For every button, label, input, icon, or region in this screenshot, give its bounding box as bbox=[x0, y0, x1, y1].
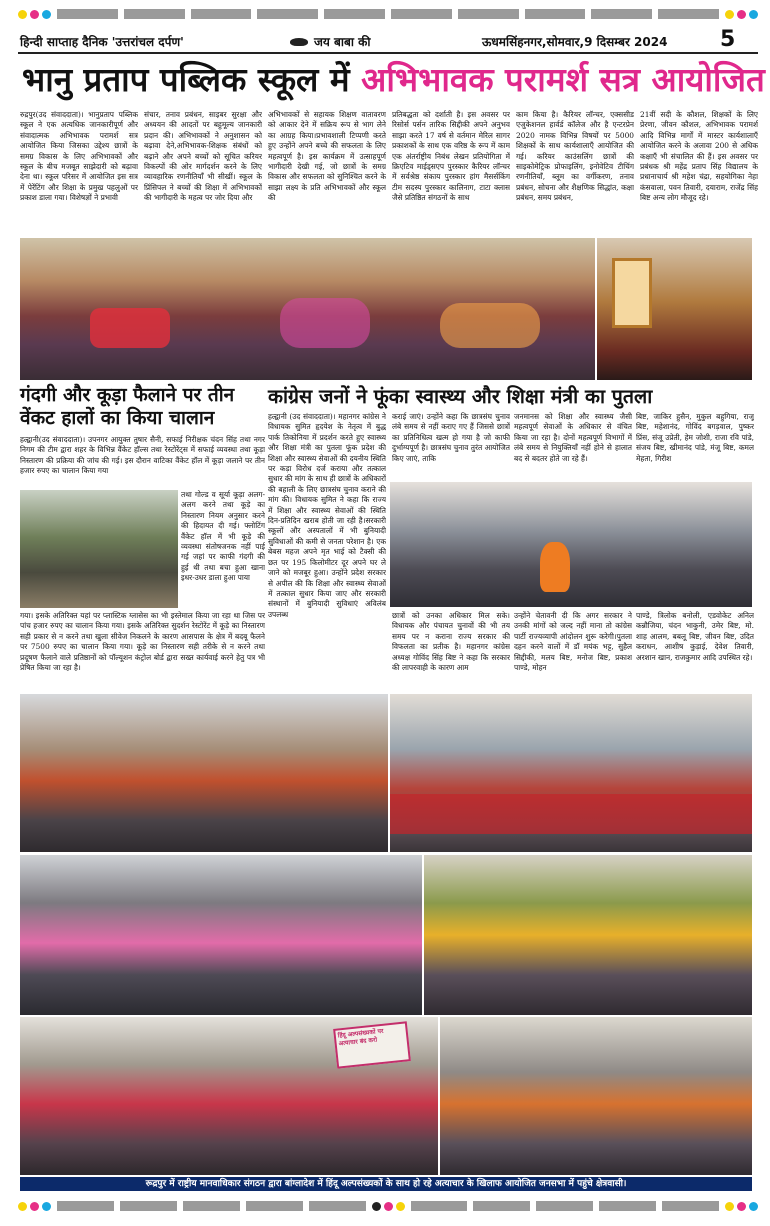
ceremony-photo bbox=[597, 238, 752, 380]
article3-col-1: हल्द्वानी (उद संवाददाता)। महानगर कांग्रेस ने विधायक सुमित हृदयेश के नेतृत्व में बुद्ध पार्क तिकोनिया में प्रदर्शन करते हुए स्वास्थ्य और शिक्षा मंत्री का पुतला फूंक प्रदेश की शिक्षा और स्वास्थ्य सेवाओं की दयनीय स्थिति पर कड़ा विरोध दर्ज कराया और तत्काल सुधार की मांग के साथ ही छात्रों के अधिकारों की बहाली के लिए छात्रसंघ चुनाव कराने की मांग की। विधायक सुमित ने कहा कि राज्य में शिक्षा और स्वास्थ्य सेवाओं की स्थिति दिन-प्रतिदिन खराब होती जा रही है।सरकारी स्कूलों और अस्पतालों में भी बुनियादी सुविधाओं की कमी से जनता परेशान है। एक बेबस महज अपने मृत भाई को टैक्सी की छत पर 195 किलोमीटर दूर अपने घर ले जाने को मजबूर हुआ। उन्होंने प्रदेश सरकार से अपील की कि शिक्षा और स्वास्थ्य सेवाओं में तत्काल सुधार किया जाए और सरकारी संस्थानों में बुनियादी सुविधाएं अविलंब उपलब्ध bbox=[268, 412, 386, 619]
inspection-photo bbox=[20, 490, 178, 608]
article3-col-3: जनमानस को शिक्षा और स्वास्थ्य जैसी महत्वपूर्ण सेवाओं के अधिकार से वंचित किया जा रहा है। दोनों महत्वपूर्ण विभागों में लंबे समय से नियुक्तियाँ नहीं होने से हालात बद से बदतर होते जा रहे हैं। bbox=[514, 412, 632, 463]
photo-caption: रूद्रपुर में राष्ट्रीय मानवाधिकार संगठन द्वारा बांग्लादेश में हिंदू अल्पसंख्यकों के साथ हो रहे अत्याचार के खिलाफ आयोजित जनसभा में पहुंचे क्षेत्रवासी। bbox=[20, 1177, 752, 1191]
bottom-decor-bar bbox=[18, 1200, 758, 1212]
top-decor-bar bbox=[18, 8, 758, 20]
article3-col-2: कराई जाएं। उन्होंने कहा कि छात्रसंघ चुनाव लंबे समय से नहीं कराए गए हैं जिससे छात्रों का प्रतिनिधित्व खत्म हो गया है जो काफी दुर्भाग्यपूर्ण है। छात्रसंघ चुनाव तुरंत आयोजित किए जाएं, ताकि bbox=[392, 412, 510, 463]
article3-col-6: उन्होंने चेतावनी दी कि अगर सरकार ने उनकी मांगों को जल्द नहीं माना तो कांग्रेस पार्टी राज्यव्यापी आंदोलन शुरू करेगी।पुतला दहन करने वालों में डॉ मयंक भट्ट, सुहैल सिद्दीकी, मलय बिष्ट, मनोज बिष्ट, प्रकाश पाण्डे, मोहन bbox=[514, 611, 632, 673]
header-rule bbox=[18, 52, 758, 54]
article1-col-1: रुद्रपुर(उद संवाददाता)। भानुप्रताप पब्लिक स्कूल ने एक अत्यधिक जानकारीपूर्ण और संवादात्मक अभिभावक परामर्श सत्र आयोजित किया जिसका उद्देश्य छात्रों के समग्र विकास के लिए अभिभावकों और स्कूल के बीच मजबूत साझेदारी को बढ़ावा देना था। स्कूल परिसर में आयोजित इस सत्र में पेरेंटिंग और शिक्षा के प्रमुख पहलुओं पर प्रकाश डाला गया। विशेषज्ञों ने प्रभावी bbox=[20, 110, 138, 203]
school-event-photo bbox=[20, 238, 595, 380]
article2-headline-line2: वेंकट हालों का किया चालान bbox=[20, 407, 215, 429]
masthead-center-text: जय बाबा की bbox=[314, 35, 371, 49]
article1-headline-black: भानु प्रताप पब्लिक स्कूल में bbox=[22, 60, 350, 99]
article3-col-5: छात्रों को उनका अधिकार मिल सके।विधायक और पंचायत चुनावों की भी तय समय पर न कराना राज्य सरकार की विफलता का प्रतीक है। महानगर कांग्रेस अध्यक्ष गोविंद सिंह बिष्ट ने कहा कि सरकार की लापरवाही के कारण आम bbox=[392, 611, 510, 673]
article2-headline-line1: गंदगी और कूड़ा फैलाने पर तीन bbox=[20, 384, 235, 406]
masthead-title: हिन्दी साप्ताह दैनिक 'उत्तरांचल दर्पण' bbox=[20, 35, 184, 49]
article1-headline bbox=[22, 60, 765, 100]
effigy-burning-photo bbox=[390, 482, 752, 607]
group-photo-2 bbox=[424, 855, 752, 1015]
article1-headline-colored: अभिभावक परामर्श सत्र आयोजित bbox=[361, 60, 765, 99]
lotus-icon bbox=[290, 38, 308, 46]
article1-col-6: 21वीं सदी के कौशल, शिक्षकों के लिए प्रेरणा, जीवन कौशल, अभिभावक परामर्श आदि विभिन्न मार्गों में मास्टर कार्यशालाएँ आयोजित करने के अलावा 200 से अधिक कक्षाएँ भी संचालित की हैं। इस अवसर पर प्रबंधक श्री महेंद्र प्रताप सिंह विद्यालय के प्रधानाचार्य श्री महेश चंद्रा, सहयोगिका नेहा कंसवाला, पवन तिवारी, दयाराम, राजेंद्र सिंह बिष्ट अन्य लोग मौजूद रहे। bbox=[640, 110, 758, 203]
article2-top: हल्द्वानी(उद संवाददाता)। उपनगर आयुक्त तुषार सैनी, सफाई निरीक्षक चंदन सिंह तथा नगर निगम की टीम द्वारा शहर के विभिन्न वैंकेट हॉल्स तथा रेस्टोरेंट्स में सफाई व्यवस्था तथा कूड़ा निस्तारण की प्रक्रिया की जांच की गई। इस दौरान वाटिका वैंकेट हॉल में कूड़ा जलाने पर तीन हजार रुपए का चालान किया गया bbox=[20, 435, 265, 476]
article3-col-7: पाण्डे, त्रिलोक बनोली, एडवोकेट अनिल कन्नौजिया, चंदन भाकुनी, उमेर बिष्ट, मो. शाह आलम, बबलू बिष्ट, जीवन बिष्ट, उदित कराधन, आशीष कुड़ाई, देवेश तिवारी, अरशान खान, राजकुमार आदि उपस्थित रहे। bbox=[636, 611, 754, 662]
article2-bottom: गया। इसके अतिरिक्त यहां पर प्लास्टिक ग्लासेस का भी इस्तेमाल किया जा रहा था जिस पर पांच हजार रुपए का चालान किया गया। इसके अतिरिक्त सुदर्शन रेस्टोरेंट में कूड़े का निस्तारण सही प्रकार से न करने तथा खुला सीवेज निकलने के कारण आसपास के क्षेत्र में बदबू फैलने पर 7500 रुपए का चालान किया गया। कूड़े का निस्तारण सही तरीके से न करने तथा प्रदूषण फैलाने वाले प्रतिष्ठानों को पॉल्यूशन कंट्रोल बोर्ड द्वारा सख्त कार्यवाई करने हेतु पत्र भी प्रेषित किया जा रहा है। bbox=[20, 611, 265, 673]
article1-col-5: काम किया है। कैरियर लॉन्चर, एक्ससीड एजुकेशनल हार्वर्ड कॉलेज और है एन्टरप्रेन 2020 नामक विभिन्न विषयों पर 5000 शिक्षकों के साथ कार्यशालाएँ आयोजित की गई। करियर काउंसलिंग छात्रों की साइकोमेट्रिक प्रोफाइलिंग, इनोवेटिव टीचिंग रणनीतियाँ, ब्लूम का वर्गीकरण, तनाव प्रबंधन, सोचना और शैक्षणिक सिद्धांत, कक्षा प्रबंधन, समय प्रबंधन, bbox=[516, 110, 634, 203]
crowd-with-banner-photo bbox=[20, 1017, 438, 1175]
article2-headline bbox=[20, 384, 234, 430]
rally-leaders-photo bbox=[20, 694, 388, 852]
page-number: 5 bbox=[720, 27, 736, 52]
dateline: ऊधमसिंहनगर,सोमवार,9 दिसम्बर 2024 bbox=[482, 35, 668, 49]
article2-side: तथा गोल्ड व सूर्या कूड़ा अलग-अलग करने तथा कूड़े का निस्तारण नियम अनुसार करने की हिदायत दी गई। फ्लोटिंग वैंकेट हॉल में भी कूड़े की व्यवस्था संतोषजनक नहीं पाई गई जहां पर काफी गंदगी की हुई थी तथा बचा हुआ खाना इधर-उधर डाला हुआ पाया bbox=[181, 490, 265, 583]
article3-headline: कांग्रेस जनों ने फूंका स्वास्थ्य और शिक्षा मंत्री का पुतला bbox=[268, 385, 653, 408]
protest-banner: हिंदू अल्पसंख्यकों पर अत्याचार बंद करो bbox=[333, 1021, 411, 1069]
article1-col-3: अभिभावकों से सहायक शिक्षण वातावरण को आकार देने में सक्रिय रूप से भाग लेने का आग्रह किया।प्रभावशाली टिप्पणी करते हुए उन्होंने अपने बच्चे की सफलता के लिए महत्वपूर्ण है। इस कार्यक्रम में उत्साहपूर्ण भागीदारी देखी गई, जो छात्रों के समग्र विकास और सफलता को सुनिश्चित करने के साझा लक्ष्य के प्रति अभिभावकों और स्कूल की bbox=[268, 110, 386, 203]
masthead-center bbox=[290, 33, 370, 50]
rally-stage-photo bbox=[390, 694, 752, 852]
article1-col-2: संचार, तनाव प्रबंधन, साइबर सुरक्षा और अध्ययन की आदतों पर बहुमूल्य जानकारी प्रदान की। अभिभावकों ने अनुशासन को बढ़ावा देने,अभिभावक-शिक्षक संबंधों को बढ़ाने और अपने बच्चों को सूचित करियर विकल्पों की ओर मार्गदर्शन करने के लिए व्यावहारिक रणनीतियाँ भी सीखीं। स्कूल के प्रिंसिपल ने बच्चों की शिक्षा में अभिभावकों की भागीदारी के महत्व पर जोर दिया और bbox=[144, 110, 262, 203]
seated-crowd-photo bbox=[440, 1017, 752, 1175]
group-photo-1 bbox=[20, 855, 422, 1015]
article3-col-4: बिष्ट, जाकिर हुसैन, मुकुल बहुगिया, राजू बिष्ट, महेशानंद, गोविंद बगड़वाल, पुष्कर प्रिंस, संजू उप्रेती, हेम जोशी, राजा रवि पांडे, संजय बिष्ट, खीमानंद पांडे, मंजू बिष्ट, कमल मेहता, गिरीश bbox=[636, 412, 754, 463]
article1-col-4: प्रतिबद्धता को दर्शाती है। इस अवसर पर रिसोर्स पर्सन तारिक सिद्दीकी अपने अनुभव साझा करते 17 वर्ष से वर्तमान मेरिल सागर प्रकाशकों के साथ एक वरिष्ठ के रूप में काम एक अंतर्राष्ट्रीय निबंध लेखन प्रतियोगिता में क्रिएटिव माईड्सएप पुरस्कार कैरियर लॉन्चर में सर्वश्रेष्ठ संकाय पुरस्कार हांग मैसर्सकिंग टीम सदस्य पुरस्कार कालिनाग, टाटा क्लास जैसे प्रतिष्ठित संगठनों के साथ bbox=[392, 110, 510, 203]
